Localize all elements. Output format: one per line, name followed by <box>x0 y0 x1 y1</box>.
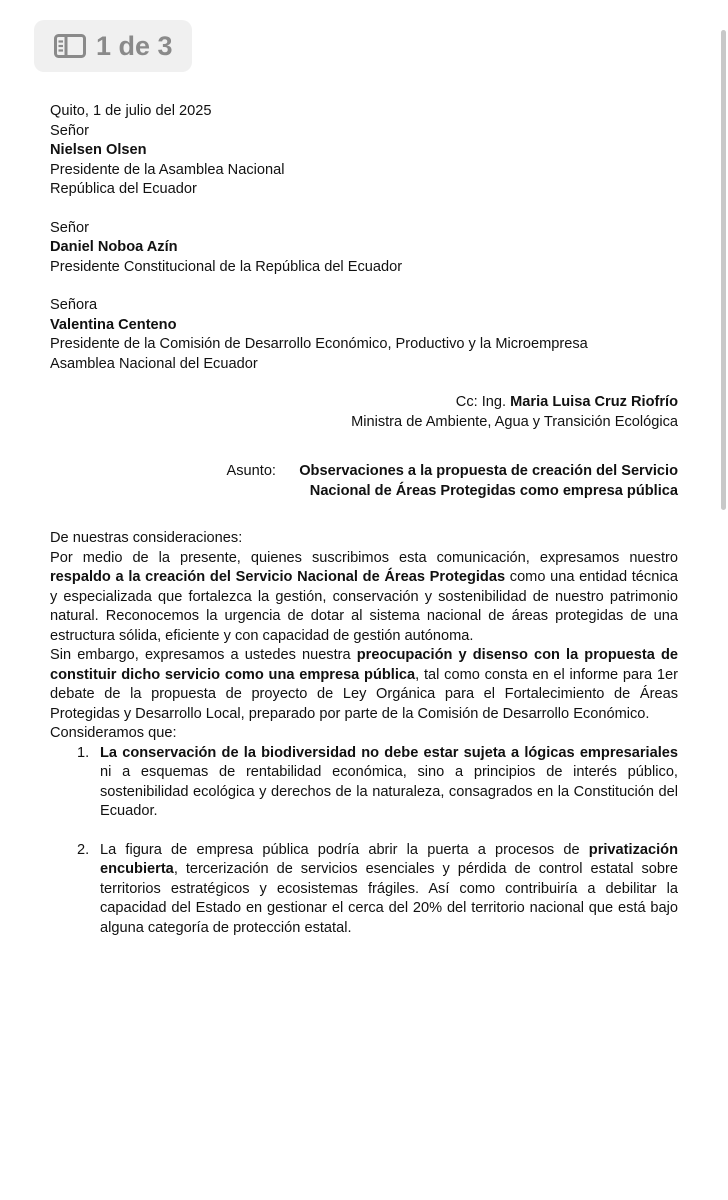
addressee-salutation: Señora <box>50 297 98 313</box>
paragraph-support: Por medio de la presente, quienes suscribimos esta comunicación, expresamos nuestro respaldo a la creación del Servicio Nacional de Áreas Protegidas como una entidad técnica y especializada que fortalezca la gestión, conservación y sostenibilidad de nuestro patrimonio natural. Reconocemos la urgencia de dotar al sistema nacional de áreas protegidas de una estructura sólida, eficiente y con capacidad de gestión autónoma. <box>50 549 678 644</box>
book-icon <box>54 34 86 58</box>
addressee-line: República del Ecuador <box>50 181 197 197</box>
addressee-salutation: Señor <box>50 219 89 236</box>
subject-text: Observaciones a la propuesta de creación del Servicio Nacional de Áreas Protegidas como empresa pública <box>299 463 678 499</box>
addressee-name: Valentina Centeno <box>50 316 177 333</box>
addressee-salutation: Señor <box>50 122 89 139</box>
considerations-intro: Consideramos que: <box>50 725 177 741</box>
letter-date: Quito, 1 de julio del 2025 <box>50 103 212 119</box>
page-indicator-badge[interactable] <box>34 20 192 72</box>
list-item-number: 1. <box>77 744 90 761</box>
greeting: De nuestras consideraciones: <box>50 530 243 546</box>
subject-label: Asunto: <box>226 463 276 479</box>
letter-document <box>50 102 678 957</box>
subject-block <box>50 462 678 501</box>
page-indicator-text: 1 de 3 <box>96 30 173 61</box>
addressee-line: Asamblea Nacional del Ecuador <box>50 355 258 372</box>
addressee-name: Nielsen Olsen <box>50 142 147 158</box>
cc-role: Ministra de Ambiente, Agua y Transición Ecológica <box>351 413 678 430</box>
considerations-list <box>50 744 678 939</box>
paragraph-concern: Sin embargo, expresamos a ustedes nuestra preocupación y disenso con la propuesta de constituir dicho servicio como una empresa pública, tal como consta en el informe para 1er debate de la propuesta de proyecto de Ley Orgánica para el Fortalecimiento de Áreas Protegidas y Desarrollo Local, preparado por parte de la Comisión de Desarrollo Económico. <box>50 647 678 722</box>
addressee-line: Presidente de la Asamblea Nacional <box>50 161 285 178</box>
scrollbar[interactable] <box>721 30 726 510</box>
list-item: 1. La conservación de la biodiversidad no debe estar sujeta a lógicas empresariales ni a esquemas de rentabilidad económica, sino a principios de interés público, sostenibilidad ecológica y derechos de la naturaleza, consagrados en la Constitución del Ecuador. <box>77 744 678 819</box>
list-item-number: 2. <box>77 841 90 858</box>
cc-label: Cc: Ing. <box>455 394 507 410</box>
addressee-block <box>50 219 678 278</box>
cc-name: Maria Luisa Cruz Riofrío <box>510 394 678 410</box>
addressee-block <box>50 296 678 374</box>
addressee-name: Daniel Noboa Azín <box>50 239 178 255</box>
cc-block <box>50 393 678 432</box>
addressee-line: Presidente Constitucional de la República del Ecuador <box>50 258 403 275</box>
addressee-line: Presidente de la Comisión de Desarrollo Económico, Productivo y la Microempresa <box>50 336 588 352</box>
list-item: 2. La figura de empresa pública podría abrir la puerta a procesos de privatización encubierta, tercerización de servicios esenciales y pérdida de control estatal sobre territorios estratégicos y ecosistemas frágiles. Así como contribuiría a debilitar la capacidad del Estado en gestionar el cerca del 20% del territorio nacional que está bajo alguna categoría de protección estatal. <box>77 841 678 936</box>
addressee-block <box>50 122 678 200</box>
